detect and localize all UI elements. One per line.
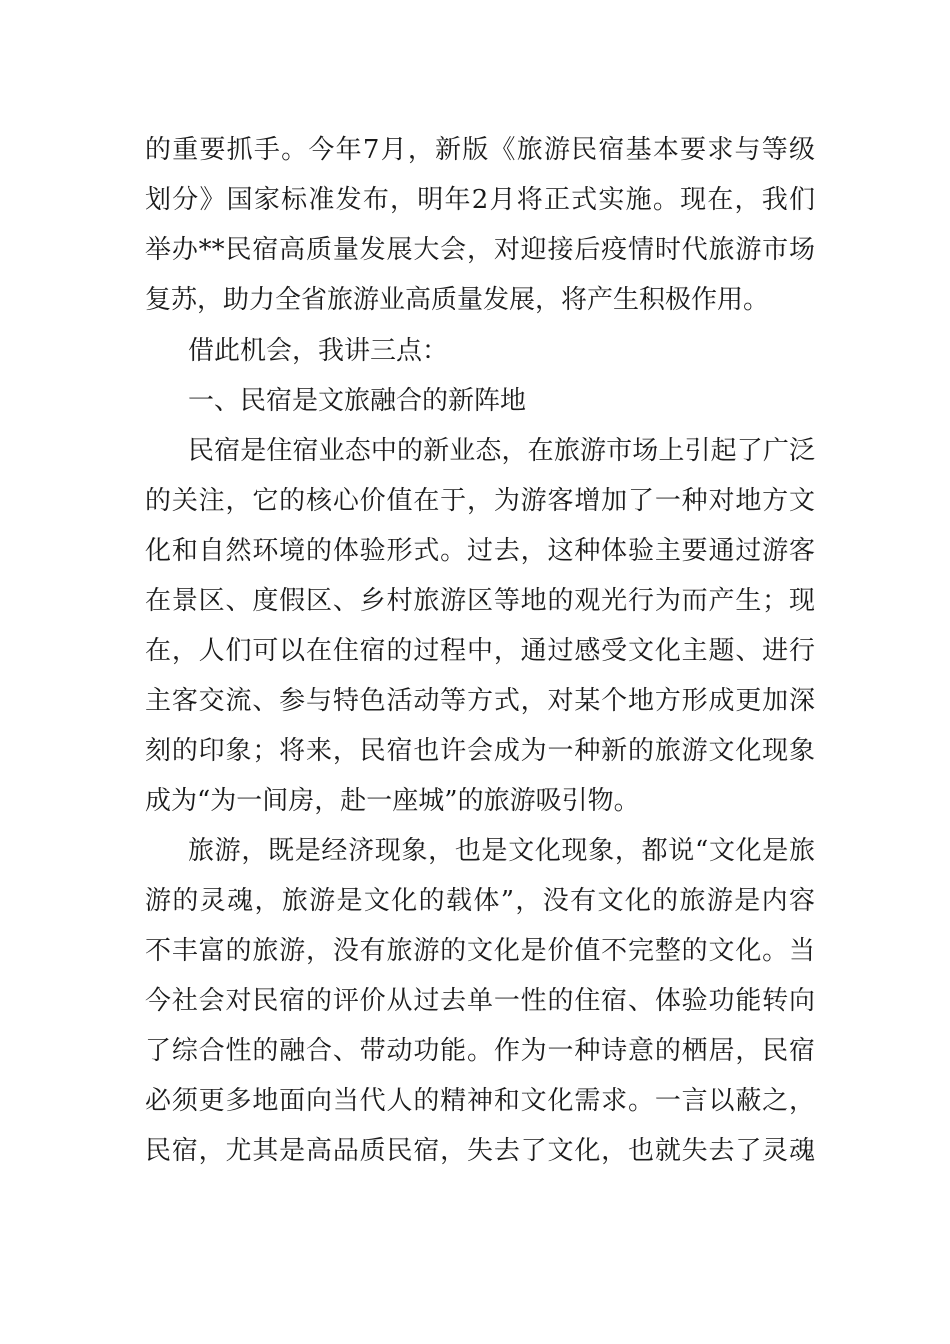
paragraph-line: 举办**民宿高质量发展大会，对迎接后疫情时代旅游市场 (145, 235, 815, 265)
paragraph-line: 成为“为一间房，赴一座城”的旅游吸引物。 (145, 786, 640, 816)
paragraph-line: 必须更多地面向当代人的精神和文化需求。一言以蔽之， (145, 1086, 815, 1116)
paragraph-line: 游的灵魂，旅游是文化的载体”，没有文化的旅游是内容 (145, 886, 815, 916)
paragraph-line: 化和自然环境的体验形式。过去，这种体验主要通过游客 (145, 536, 815, 566)
paragraph-line: 的关注，它的核心价值在于，为游客增加了一种对地方文 (145, 486, 815, 516)
paragraph-line: 了综合性的融合、带动功能。作为一种诗意的栖居，民宿 (145, 1036, 815, 1066)
paragraph-line: 民宿，尤其是高品质民宿，失去了文化，也就失去了灵魂 (145, 1136, 815, 1166)
paragraph-line: 今社会对民宿的评价从过去单一性的住宿、体验功能转向 (145, 986, 815, 1016)
paragraph-line: 主客交流、参与特色活动等方式，对某个地方形成更加深 (145, 686, 815, 716)
paragraph-line: 划分》国家标准发布，明年2月将正式实施。现在，我们 (145, 185, 815, 215)
paragraph-line: 借此机会，我讲三点： (188, 336, 449, 366)
paragraph-line: 不丰富的旅游，没有旅游的文化是价值不完整的文化。当 (145, 936, 815, 966)
paragraph-line: 在景区、度假区、乡村旅游区等地的观光行为而产生；现 (145, 586, 815, 616)
paragraph-line: 的重要抓手。今年7月，新版《旅游民宿基本要求与等级 (145, 135, 815, 165)
paragraph-line: 复苏，助力全省旅游业高质量发展，将产生积极作用。 (145, 285, 770, 315)
paragraph-line: 刻的印象；将来，民宿也许会成为一种新的旅游文化现象 (145, 736, 815, 766)
paragraph-line: 旅游，既是经济现象，也是文化现象，都说“文化是旅 (188, 836, 815, 866)
paragraph-line: 在，人们可以在住宿的过程中，通过感受文化主题、进行 (145, 636, 815, 666)
section-heading: 一、民宿是文旅融合的新阵地 (188, 386, 527, 416)
paragraph-line: 民宿是住宿业态中的新业态，在旅游市场上引起了广泛 (188, 436, 815, 466)
